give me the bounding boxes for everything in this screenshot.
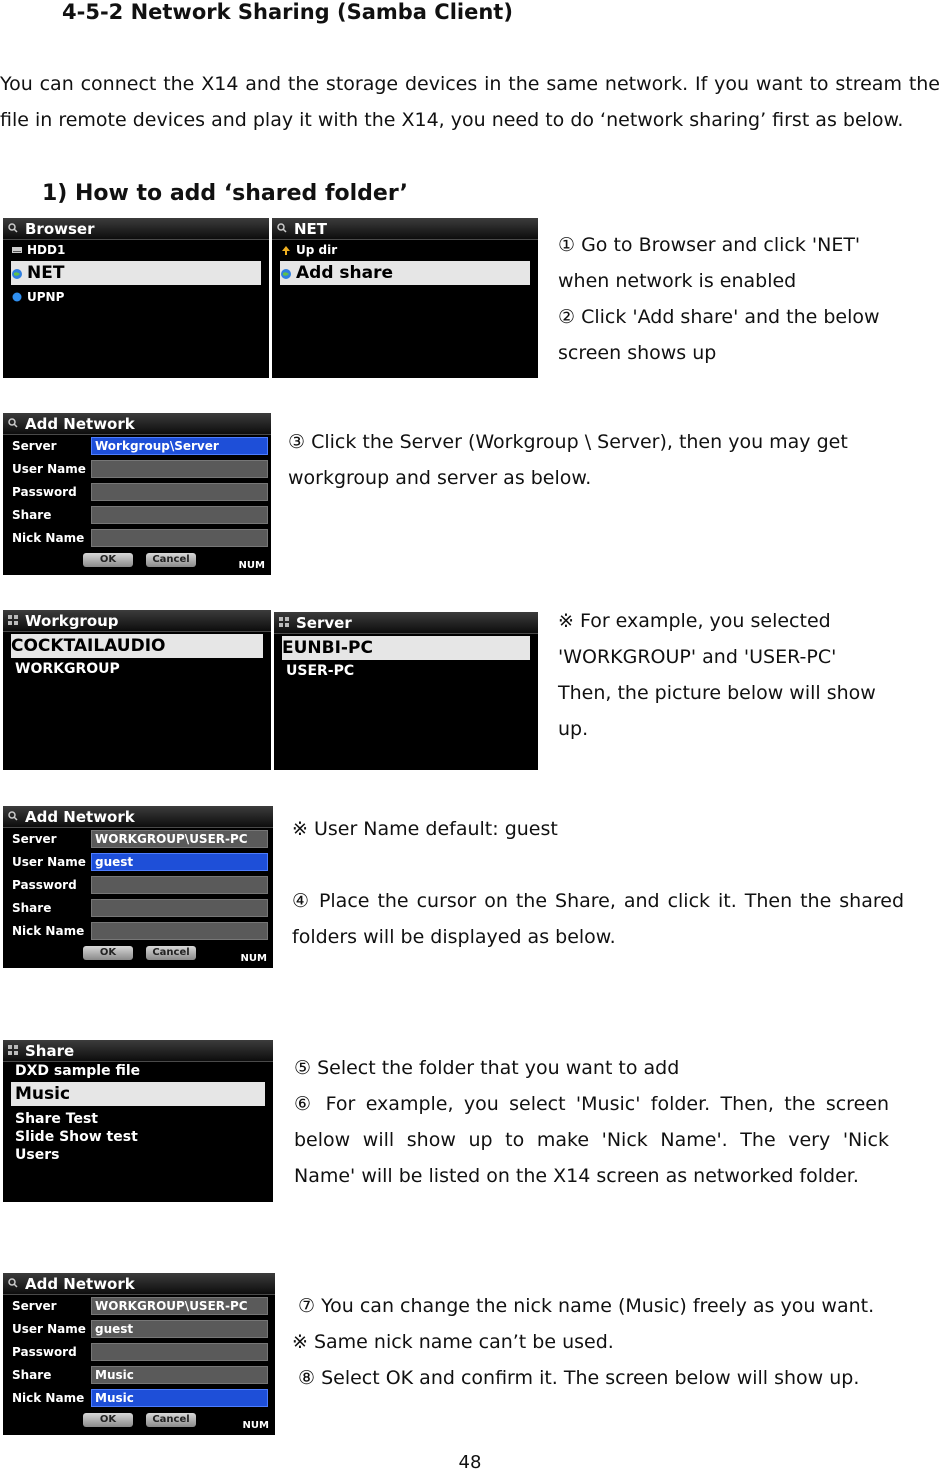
label-share: Share (12, 1368, 52, 1382)
share-field[interactable]: Music (91, 1366, 268, 1384)
screen-title: Browser (25, 220, 95, 238)
grid-icon (8, 1045, 18, 1055)
label-nick-name: Nick Name (12, 531, 85, 545)
list-item[interactable]: DXD sample file (15, 1063, 141, 1079)
subsection-title: 1) How to add ‘shared folder’ (42, 181, 408, 206)
ok-button[interactable]: OK (83, 946, 133, 960)
grid-icon (8, 615, 18, 625)
user-name-field[interactable]: guest (91, 1320, 268, 1338)
step-6: ⑥ For example, you select 'Music' folder. Then, the screen below will show up to make 'Nick Name'. The very 'Nick Name' will be listed on the X14 screen as networked folder. (294, 1093, 889, 1187)
list-item[interactable]: Users (15, 1147, 60, 1163)
list-item-selected[interactable]: Add share (280, 261, 530, 285)
list-item[interactable]: USER-PC (286, 663, 355, 679)
step-2-line-1: ② Click 'Add share' and the below (558, 306, 880, 328)
list-item-selected[interactable]: COCKTAILAUDIO (11, 634, 263, 658)
label-password: Password (12, 1345, 77, 1359)
cancel-button[interactable]: Cancel (146, 1413, 196, 1427)
password-field[interactable] (91, 1343, 268, 1361)
num-indicator: NUM (238, 560, 265, 571)
example-line-3: Then, the picture below will show (558, 682, 876, 704)
label-password: Password (12, 878, 77, 892)
step-7: ⑦ You can change the nick name (Music) freely as you want. (298, 1295, 875, 1317)
section-title: 4-5-2 Network Sharing (Samba Client) (62, 0, 513, 24)
example-line-2: 'WORKGROUP' and 'USER-PC' (558, 646, 837, 668)
example-line-4: up. (558, 718, 589, 740)
password-field[interactable] (91, 483, 268, 501)
label-nick-name: Nick Name (12, 924, 85, 938)
share-field[interactable] (91, 899, 268, 917)
password-field[interactable] (91, 876, 268, 894)
step-3: ③ Click the Server (Workgroup \ Server), then you may get workgroup and server as below. (288, 431, 848, 489)
label-server: Server (12, 439, 57, 453)
step-8: ⑧ Select OK and confirm it. The screen below will show up. (298, 1367, 860, 1389)
up-dir-icon (280, 244, 292, 256)
label-user-name: User Name (12, 462, 86, 476)
search-icon (8, 418, 18, 428)
cancel-button[interactable]: Cancel (146, 946, 196, 960)
step-1-line-1: ① Go to Browser and click 'NET' (558, 234, 861, 256)
nick-name-field[interactable]: Music (91, 1389, 268, 1407)
user-name-field[interactable]: guest (91, 853, 268, 871)
step-5: ⑤ Select the folder that you want to add (294, 1057, 680, 1079)
server-screen (274, 612, 538, 770)
net-screen (272, 218, 538, 378)
add-network-screen-2 (3, 806, 273, 968)
label-user-name: User Name (12, 855, 86, 869)
search-icon (8, 223, 18, 233)
same-nick-note: ※ Same nick name can’t be used. (292, 1331, 614, 1353)
example-line-1: ※ For example, you selected (558, 610, 831, 632)
list-item-selected[interactable]: NET (11, 261, 261, 285)
user-name-field[interactable] (91, 460, 268, 478)
label-password: Password (12, 485, 77, 499)
intro-paragraph: You can connect the X14 and the storage devices in the same network. If you want to stream the file in remote devices and play it with the X14, you need to do ‘network sharing’ first as below. (0, 73, 940, 131)
screen-title: Server (296, 614, 352, 632)
globe-icon (280, 268, 292, 280)
list-item[interactable]: HDD1 (11, 241, 261, 259)
share-screen (3, 1040, 273, 1202)
label-share: Share (12, 901, 52, 915)
label-nick-name: Nick Name (12, 1391, 85, 1405)
server-field[interactable]: WORKGROUP\USER-PC (91, 1297, 268, 1315)
grid-icon (279, 617, 289, 627)
search-icon (8, 1278, 18, 1288)
search-icon (277, 223, 287, 233)
list-item[interactable]: Up dir (280, 241, 530, 259)
nick-name-field[interactable] (91, 529, 268, 547)
label-user-name: User Name (12, 1322, 86, 1336)
screen-title: Add Network (25, 1275, 135, 1293)
share-field[interactable] (91, 506, 268, 524)
search-icon (8, 811, 18, 821)
nick-name-field[interactable] (91, 922, 268, 940)
add-network-screen-1 (3, 413, 271, 575)
screen-title: NET (294, 220, 328, 238)
globe-icon (11, 268, 23, 280)
list-item-selected[interactable]: Music (11, 1082, 265, 1106)
step-1-line-2: when network is enabled (558, 270, 797, 292)
screen-title: Share (25, 1042, 75, 1060)
step-4: ④ Place the cursor on the Share, and click it. Then the shared folders will be displayed as below. (292, 890, 904, 948)
label-server: Server (12, 832, 57, 846)
upnp-icon (11, 291, 23, 303)
screen-title: Add Network (25, 415, 135, 433)
num-indicator: NUM (240, 953, 267, 964)
num-indicator: NUM (242, 1420, 269, 1431)
browser-screen (3, 218, 269, 378)
cancel-button[interactable]: Cancel (146, 553, 196, 567)
hdd-icon (11, 244, 23, 256)
label-server: Server (12, 1299, 57, 1313)
screen-title: Workgroup (25, 612, 119, 630)
add-network-screen-3 (3, 1273, 275, 1435)
server-field[interactable]: WORKGROUP\USER-PC (91, 830, 268, 848)
ok-button[interactable]: OK (83, 553, 133, 567)
list-item[interactable]: Share Test (15, 1111, 98, 1127)
page-number: 48 (458, 1452, 482, 1473)
list-item-selected[interactable]: EUNBI-PC (282, 636, 530, 660)
list-item[interactable]: UPNP (11, 288, 261, 306)
step-2-line-2: screen shows up (558, 342, 717, 364)
screen-title: Add Network (25, 808, 135, 826)
label-share: Share (12, 508, 52, 522)
list-item[interactable]: WORKGROUP (15, 661, 120, 677)
list-item[interactable]: Slide Show test (15, 1129, 138, 1145)
ok-button[interactable]: OK (83, 1413, 133, 1427)
user-name-note: ※ User Name default: guest (292, 818, 558, 840)
server-field[interactable]: Workgroup\Server (91, 437, 268, 455)
workgroup-screen (3, 610, 271, 770)
